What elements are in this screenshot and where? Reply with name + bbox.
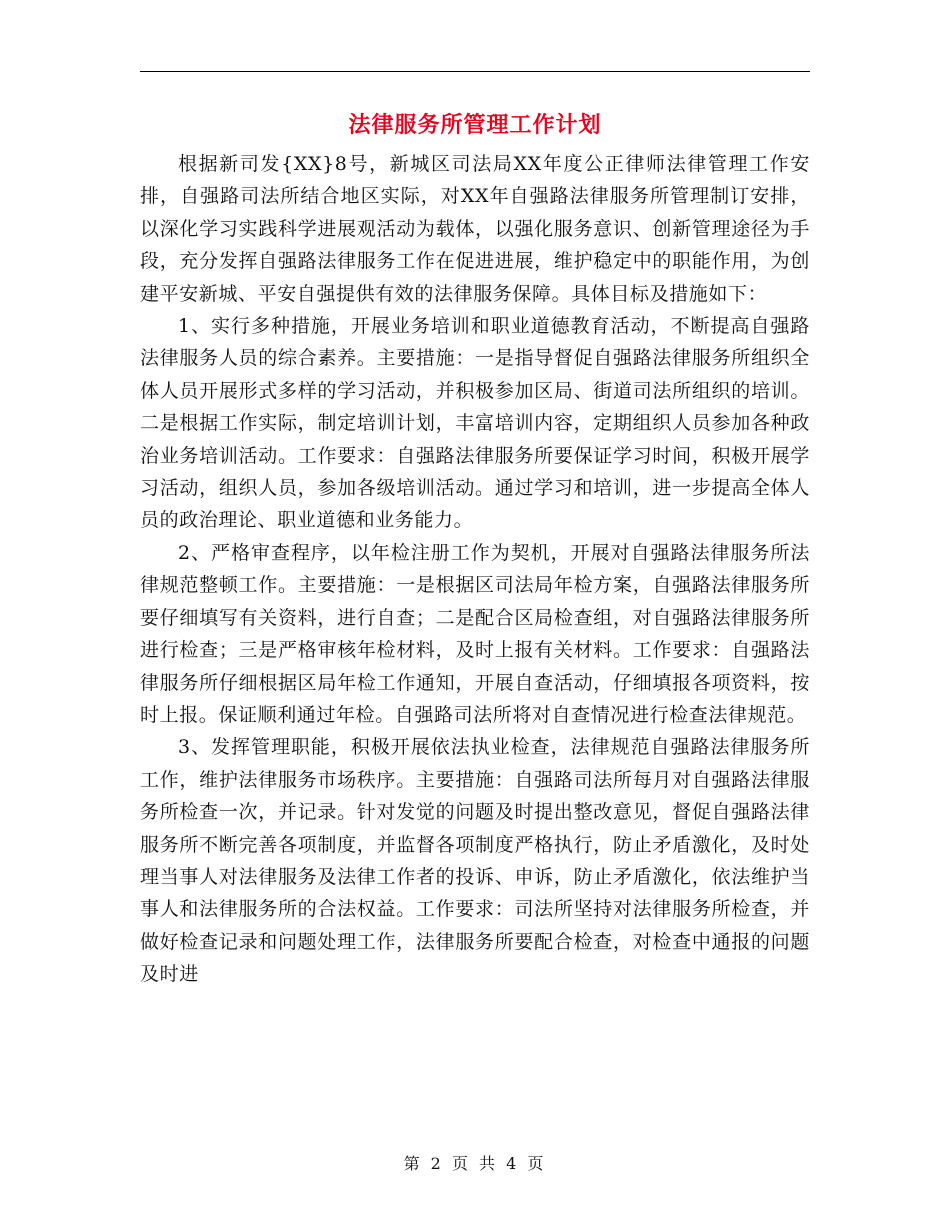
header-rule: [140, 71, 810, 72]
paragraph-item-1: 1、实行多种措施，开展业务培训和职业道德教育活动，不断提高自强路法律服务人员的综合素养。主要措施：一是指导督促自强路法律服务所组织全体人员开展形式多样的学习活动，并积极参加区局、街道司法所组织的培训。二是根据工作实际，制定培训计划，丰富培训内容，定期组织人员参加各种政治业务培训活动。工作要求：自强路法律服务所要保证学习时间，积极开展学习活动，组织人员，参加各级培训活动。通过学习和培训，进一步提高全体人员的政治理论、职业道德和业务能力。: [140, 315, 810, 532]
paragraph-item-3: 3、发挥管理职能，积极开展依法执业检查，法律规范自强路法律服务所工作，维护法律服务市场秩序。主要措施：自强路司法所每月对自强路法律服务所检查一次，并记录。针对发觉的问题及时提出整改意见，督促自强路法律服务所不断完善各项制度，并监督各项制度严格执行，防止矛盾激化，及时处理当事人对法律服务及法律工作者的投诉、申诉，防止矛盾激化，依法维护当事人和法律服务所的合法权益。工作要求：司法所坚持对法律服务所检查，并做好检查记录和问题处理工作，法律服务所要配合检查，对检查中通报的问题及时进: [140, 736, 810, 986]
document-body: [140, 148, 810, 991]
document-title: 法律服务所管理工作计划: [348, 113, 602, 138]
paragraph-item-2: 2、严格审查程序，以年检注册工作为契机，开展对自强路法律服务所法律规范整顿工作。主要措施：一是根据区司法局年检方案，自强路法律服务所要仔细填写有关资料，进行自查；二是配合区局检查组，对自强路法律服务所进行检查；三是严格审核年检材料，及时上报有关材料。工作要求：自强路法律服务所仔细根据区局年检工作通知，开展自查活动，仔细填报各项资料，按时上报。保证顺利通过年检。自强路司法所将对自查情况进行检查法律规范。: [140, 541, 810, 726]
page-number: 第 2 页 共 4 页: [403, 1154, 547, 1173]
paragraph-intro: 根据新司发{XX}8号，新城区司法局XX年度公正律师法律管理工作安排，自强路司法所结合地区实际，对XX年自强路法律服务所管理制订安排，以深化学习实践科学进展观活动为载体，以强化服务意识、创新管理途径为手段，充分发挥自强路法律服务工作在促进进展，维护稳定中的职能作用，为创建平安新城、平安自强提供有效的法律服务保障。具体目标及措施如下：: [140, 153, 810, 305]
